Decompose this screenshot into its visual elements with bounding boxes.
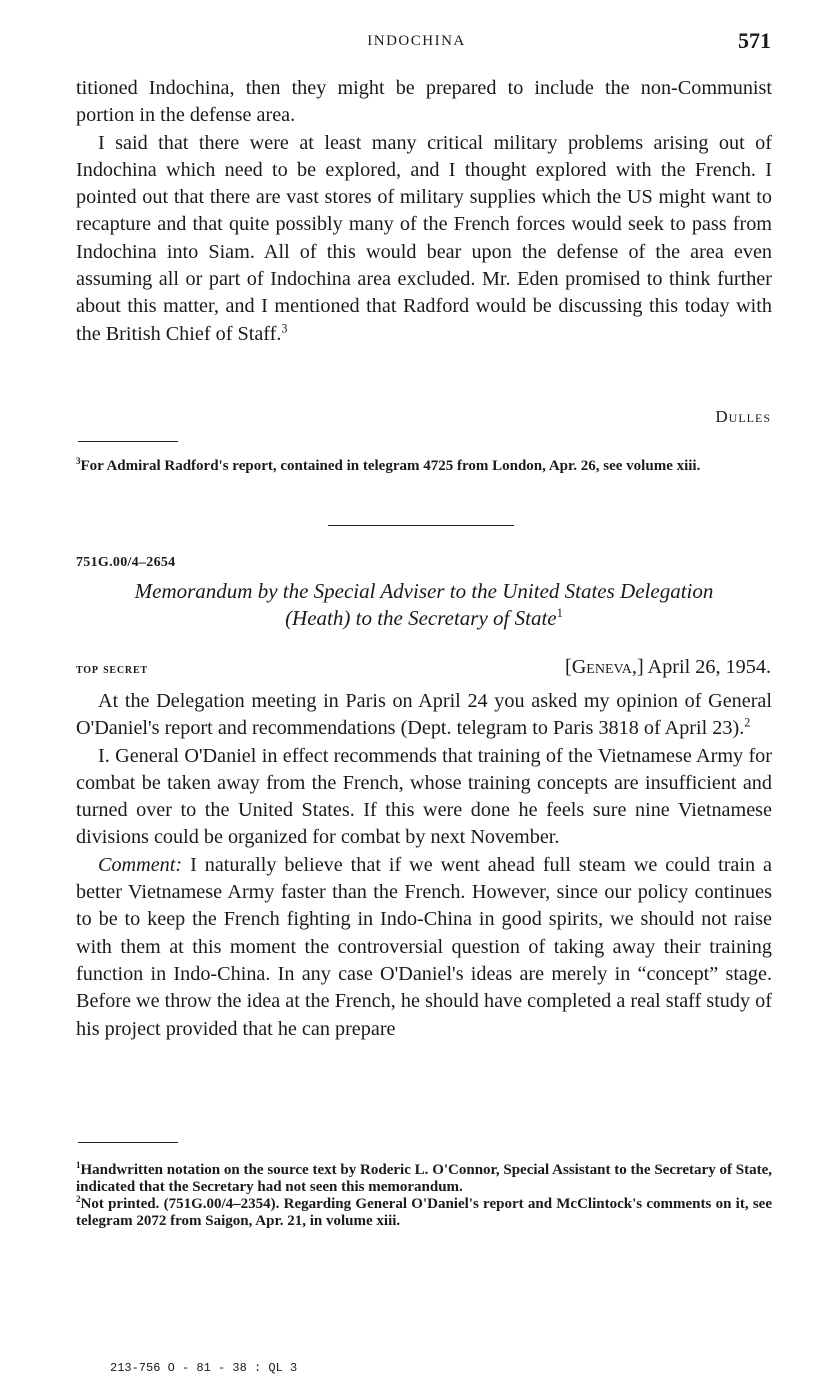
footnote-2-marker: 2 bbox=[76, 1194, 81, 1204]
dateline: [Geneva,] April 26, 1954. bbox=[564, 656, 771, 678]
footnote-rule-top bbox=[78, 441, 178, 442]
dateline-place: Geneva, bbox=[571, 656, 637, 678]
memo-title-line-2 bbox=[76, 605, 772, 632]
footnote-1-marker: 1 bbox=[76, 1160, 81, 1170]
footnote-ref-2: 2 bbox=[744, 715, 751, 730]
footnotes-bottom bbox=[76, 1162, 772, 1230]
footnote-3 bbox=[76, 458, 772, 475]
footnote-1-text: Handwritten notation on the source text by Roderic L. O'Connor, Special Assistant to the Secretary of State, indicated that the Secretary had not seen this memorandum. bbox=[76, 1162, 772, 1195]
memo-body bbox=[76, 688, 772, 1043]
signature: Dulles bbox=[715, 407, 771, 426]
memo-title-line-2-text: (Heath) to the Secretary of State bbox=[285, 606, 557, 630]
footnote-3-marker: 3 bbox=[76, 456, 81, 466]
footnote-rule-bottom bbox=[78, 1142, 178, 1143]
dateline-date: April 26, 1954. bbox=[647, 656, 771, 678]
continuation-paragraph-1: titioned Indochina, then they might be prepared to include the non-Communist portion in the defense area. bbox=[76, 77, 772, 127]
memo-title bbox=[76, 578, 772, 632]
running-title: INDOCHINA bbox=[367, 33, 466, 49]
continuation-paragraph-2 bbox=[76, 130, 772, 348]
classification-label: top secret bbox=[76, 662, 148, 677]
memo-paragraph-3 bbox=[76, 852, 772, 1043]
file-number: 751G.00/4–2654 bbox=[76, 555, 176, 570]
footnote-2-text: Not printed. (751G.00/4–2354). Regarding General O'Daniel's report and McClintock's comments on it, see telegram 2072 from Saigon, Apr. 21, in volume xiii. bbox=[76, 1196, 772, 1229]
memo-paragraph-2: I. General O'Daniel in effect recommends that training of the Vietnamese Army for combat be taken away from the French, whose training concepts are insufficient and turned over to the United States. If this were done he feels sure nine Vietnamese divisions could be organized for combat by next November. bbox=[76, 744, 772, 849]
comment-lead: Comment: bbox=[98, 853, 183, 876]
memo-paragraph-1 bbox=[76, 688, 772, 743]
section-divider bbox=[328, 525, 514, 526]
memo-title-line-1: Memorandum by the Special Adviser to the United States Delegation bbox=[134, 579, 714, 603]
memo-paragraph-1-text: At the Delegation meeting in Paris on April 24 you asked my opinion of General O'Daniel's report and recommendations (Dept. telegram to Paris 3818 of April 23). bbox=[76, 690, 772, 740]
continuation-paragraph-2-text: I said that there were at least many critical military problems arising out of Indochina which need to be explored, and I thought explored with the French. I pointed out that there are vast stores of military supplies which the US might want to recapture and that quite possibly many of the French forces would seek to pass from Indochina into Siam. All of this would bear upon the defense of the area even assuming all or part of Indochina area excluded. Mr. Eden promised to think further about this matter, and I mentioned that Radford would be discussing this today with the British Chief of Staff. bbox=[76, 131, 772, 345]
memo-paragraph-3-text: I naturally believe that if we went ahead full steam we could train a better Vietnamese Army faster than the French. However, since our policy continues to be to keep the French fighting in Indo-China in good spirits, we should not raise with them at this moment the controversial question of taking away their training function in Indo-China. In any case O'Daniel's ideas are merely in “concept” stage. Before we throw the idea at the French, he should have completed a real staff study of his project provided that he can prepare bbox=[76, 853, 772, 1040]
footnote-ref-1: 1 bbox=[556, 606, 563, 620]
footnote-1 bbox=[76, 1162, 772, 1196]
footnote-ref-3: 3 bbox=[281, 320, 288, 335]
footnote-3-text: For Admiral Radford's report, contained in telegram 4725 from London, Apr. 26, see volume xiii. bbox=[80, 458, 701, 474]
continuation-text bbox=[76, 75, 772, 348]
page-number: 571 bbox=[738, 28, 771, 53]
printer-imprint: 213-756 O - 81 - 38 : QL 3 bbox=[110, 1361, 298, 1375]
footnote-2 bbox=[76, 1196, 772, 1230]
